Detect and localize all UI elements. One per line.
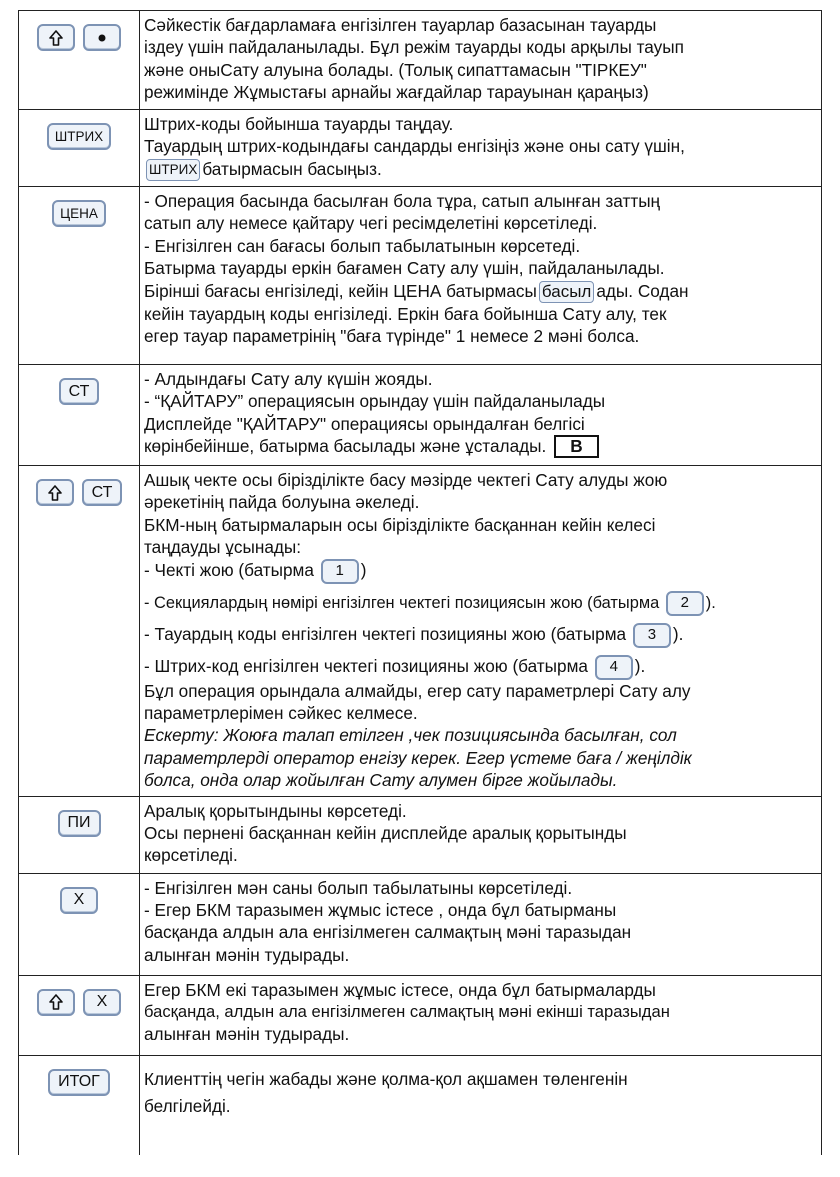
table-row [19,1055,822,1155]
text-line: кейін тауардың коды енгізіледі. Еркін баға бойынша Сату алу, тек [144,304,667,325]
price-key: ЦЕНА [52,200,106,227]
cancel-key: СТ [82,479,123,506]
note-line: болса, онда олар жойылған Сату алумен бірге жойылады. [144,770,618,791]
up-arrow-icon [49,30,63,46]
key-cell [19,975,140,1055]
text-line [144,158,815,181]
multiply-key: Х [60,887,98,914]
text-line [144,435,815,458]
dot-icon [97,33,107,43]
inline-highlight: басыл [539,281,594,303]
total-key: ИТОГ [48,1069,110,1096]
note-line: Ескерту: Жоюға талап етілген ,чек позициясында басылған, сол [144,725,677,746]
option-line [144,623,815,648]
inline-barcode-key: ШТРИХ [146,159,200,181]
text-fragment: ) [360,559,367,580]
text-fragment: ). [672,623,684,644]
text-line: іздеу үшін пайдаланылады. Бұл режім тауарды коды арқылы тауып [144,37,684,58]
table-row [19,466,822,797]
text-fragment: Бірінші бағасы енгізіледі, кейін ЦЕНА батырмасы [144,280,537,301]
shift-key [36,479,74,506]
option-line [144,559,815,584]
description-cell [140,11,822,110]
description-cell [140,365,822,466]
text-line: Осы пернені басқаннан кейін дисплейде аралық қорытынды [144,823,627,844]
multiply-key: Х [83,989,121,1016]
text-fragment: ). [705,593,716,612]
up-arrow-icon [48,485,62,501]
key-cell [19,873,140,975]
dot-key [83,24,121,51]
key-cell [19,365,140,466]
text-line: режимінде Жұмыстағы арнайы жағдайлар тарауынан қараңыз) [144,82,649,103]
option-line [144,591,815,616]
text-fragment: - Чекті жою (батырма [144,559,314,580]
table-row [19,11,822,110]
description-cell [140,110,822,187]
note-line: параметрлерді оператор енгізу керек. Егер үстеме баға / жеңілдік [144,747,692,768]
text-line: Дисплейде "ҚАЙТАРУ" операциясы орындалған белгісі [144,413,585,434]
text-line: Егер БКМ екі таразымен жұмыс істесе, онда бұл батырмаларды [144,979,656,1000]
key-cell [19,1055,140,1155]
text-line: басқанда, алдын ала енгізілмеген салмақтың мәні екінші таразыдан [144,1002,670,1022]
text-line: Батырма тауарды еркін бағамен Сату алу үшін, пайдаланылады. [144,258,665,279]
text-line: сатып алу немесе қайтару чегі ресімделетіні көрсетіледі. [144,213,598,234]
text-line: егер тауар параметрінің "баға түрінде" 1 немесе 2 мәні болса. [144,326,640,347]
text-line: - “ҚАЙТАРУ” операциясын орындау үшін пайдаланылады [144,391,606,412]
shift-key [37,24,75,51]
key-cell [19,466,140,797]
text-line: көрсетіледі. [144,845,238,866]
text-line: Тауардың штрих-кодындағы сандарды енгізіңіз және оны сату үшін, [144,136,685,157]
up-arrow-icon [49,994,63,1010]
shift-key [37,989,75,1016]
text-line: Аралық қорытындыны көрсетеді. [144,800,407,821]
description-cell [140,873,822,975]
table-row [19,975,822,1055]
text-line: БКМ-ның батырмаларын осы бірізділікте басқаннан кейін келесі [144,514,656,535]
key-cell [19,796,140,873]
option-key: 2 [666,591,704,616]
option-key: 4 [595,655,633,680]
text-line: Бұл операция орындала алмайды, егер сату параметрлері Сату алу [144,680,691,701]
cancel-key: СТ [59,378,100,405]
key-description-table [18,10,822,1155]
barcode-key: ШТРИХ [47,123,111,150]
text-line: және оныСату алуына болады. (Толық сипаттамасын "ТІРКЕУ" [144,59,647,80]
option-line [144,655,815,680]
text-fragment: - Штрих-код енгізілген чектегі позицияны жою (батырма [144,655,588,676]
text-fragment: ады. Содан [596,280,689,301]
text-fragment: ). [634,655,646,676]
text-line: Ашық чекте осы бірізділікте басу мәзірде чектегі Сату алуды жою [144,470,668,490]
text-line [144,280,815,303]
text-line: Сәйкестік бағдарламаға енгізілген тауарлар базасынан тауарды [144,15,657,35]
option-key: 1 [321,559,359,584]
table-row [19,110,822,187]
text-line: басқанда алдын ала енгізілмеген салмақтың мәні таразыдан [144,922,632,943]
text-line: - Алдындағы Сату алу күшін жояды. [144,369,433,389]
key-cell [19,110,140,187]
text-fragment: - Секциялардың нөмірі енгізілген чектегі позициясын жою (батырма [144,593,660,612]
text-line: таңдауды ұсынады: [144,537,302,558]
description-cell [140,1055,822,1155]
option-key: 3 [633,623,671,648]
key-cell [19,187,140,365]
table-row [19,187,822,365]
text-line: алынған мәнін тудырады. [144,944,350,965]
text-line: - Енгізілген мән саны болып табылатыны көрсетіледі. [144,877,573,898]
text-line: алынған мәнін тудырады. [144,1024,350,1045]
text-line: әрекетінің пайда болуына әкеледі. [144,492,420,513]
description-cell [140,466,822,797]
text-line: Клиенттің чегін жабады және қолма-қол ақшамен төленгенін [144,1068,628,1089]
text-fragment: көрінбейінше, батырма басылады және ұсталады. [144,436,547,457]
table-row [19,796,822,873]
description-cell [140,187,822,365]
description-cell [140,975,822,1055]
subtotal-key: ПИ [58,810,101,837]
text-line: - Енгізілген сан бағасы болып табылатынын көрсетеді. [144,235,581,256]
text-line: белгілейді. [144,1095,231,1116]
table-row [19,873,822,975]
text-line: - Операция басында басылған бола тұра, сатып алынған заттың [144,191,661,211]
text-fragment: батырмасын басыңыз. [202,158,382,179]
text-fragment: - Тауардың коды енгізілген чектегі позицияны жою (батырма [144,623,627,644]
table-row [19,365,822,466]
description-cell [140,796,822,873]
inline-bold-key: В [554,435,598,458]
key-cell [19,11,140,110]
text-line: Штрих-коды бойынша тауарды таңдау. [144,114,454,134]
text-line: параметрлерімен сәйкес келмесе. [144,703,418,724]
text-line: - Егер БКМ таразымен жұмыс істесе , онда бұл батырманы [144,900,617,921]
